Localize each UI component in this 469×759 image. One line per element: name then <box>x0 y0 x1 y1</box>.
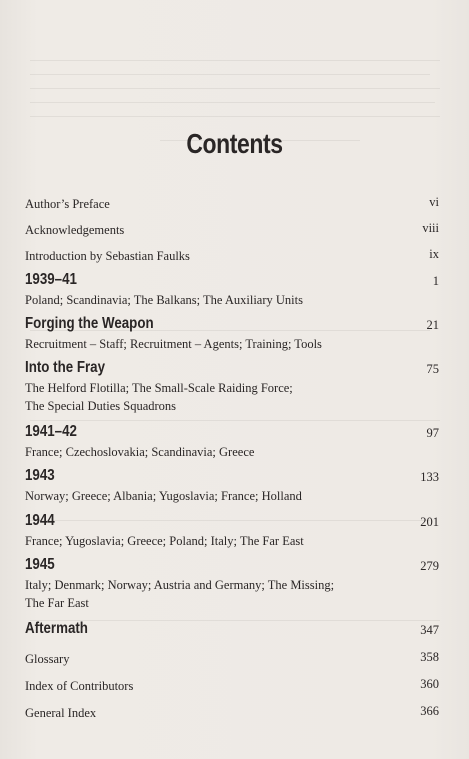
toc-section-subtitle: Recruitment – Staff; Recruitment – Agents; Training; Tools <box>25 337 322 351</box>
toc-entry-label: General Index <box>25 706 97 720</box>
toc-entry-index-of-contributors <box>25 677 439 695</box>
toc-section-subtitle: Norway; Greece; Albania; Yugoslavia; France; Holland <box>25 489 302 503</box>
page-title: Contents <box>186 128 283 159</box>
toc-section-page: 279 <box>420 559 439 573</box>
toc-section-title: 1945 <box>25 556 55 573</box>
toc-section-1939-41 <box>25 271 439 309</box>
toc-section-subtitle: Poland; Scandinavia; The Balkans; The Auxiliary Units <box>25 293 303 307</box>
toc-entry-label: Index of Contributors <box>25 679 134 693</box>
toc-section-title: Aftermath <box>25 620 88 637</box>
toc-section-1941-42 <box>25 423 439 461</box>
toc-section-page: 1 <box>432 274 439 288</box>
toc-entry-page: 360 <box>420 677 439 691</box>
toc-entry-label: Author’s Preface <box>25 197 110 211</box>
toc-section-page: 201 <box>420 515 439 529</box>
toc-entry-label: Glossary <box>25 652 70 666</box>
toc-section-subtitle: Italy; Denmark; Norway; Austria and Germany; The Missing; <box>25 578 335 592</box>
toc-section-1943 <box>25 467 439 505</box>
toc-section-1944 <box>25 512 439 550</box>
toc-section-title: 1944 <box>25 512 55 529</box>
toc-entry-glossary <box>25 650 439 668</box>
toc-section-forging-the-weapon <box>25 315 439 353</box>
toc-entry-general-index <box>25 704 439 722</box>
toc-entry-introduction <box>25 247 439 265</box>
toc-section-subtitle: The Far East <box>25 596 89 610</box>
toc-entry-acknowledgements <box>25 221 439 239</box>
toc-section-subtitle: France; Yugoslavia; Greece; Poland; Italy; The Far East <box>25 534 304 548</box>
toc-section-page: 347 <box>420 623 439 637</box>
toc-section-subtitle: The Special Duties Squadrons <box>25 399 177 413</box>
toc-section-page: 133 <box>420 470 439 484</box>
toc-section-page: 21 <box>426 318 439 332</box>
toc-section-title: Forging the Weapon <box>25 315 154 332</box>
toc-section-title: Into the Fray <box>25 359 105 376</box>
toc-section-subtitle: The Helford Flotilla; The Small-Scale Raiding Force; <box>25 381 293 395</box>
toc-section-page: 75 <box>426 362 439 376</box>
toc-entry-page: 358 <box>420 650 439 664</box>
toc-entry-authors-preface <box>25 195 439 213</box>
toc-section-aftermath <box>25 620 439 638</box>
toc-entry-page: ix <box>429 247 439 261</box>
toc-entry-label: Introduction by Sebastian Faulks <box>25 249 190 263</box>
toc-section-page: 97 <box>426 426 439 440</box>
toc-section-title: 1943 <box>25 467 55 484</box>
toc-section-title: 1941–42 <box>25 423 77 440</box>
toc-entry-page: 366 <box>420 704 439 718</box>
toc-section-into-the-fray <box>25 359 439 415</box>
toc-entry-page: viii <box>422 221 439 235</box>
toc-section-1945 <box>25 556 439 612</box>
toc-section-subtitle: France; Czechoslovakia; Scandinavia; Greece <box>25 445 255 459</box>
toc-entry-label: Acknowledgements <box>25 223 125 237</box>
toc-entry-page: vi <box>429 195 439 209</box>
toc-section-title: 1939–41 <box>25 271 77 288</box>
